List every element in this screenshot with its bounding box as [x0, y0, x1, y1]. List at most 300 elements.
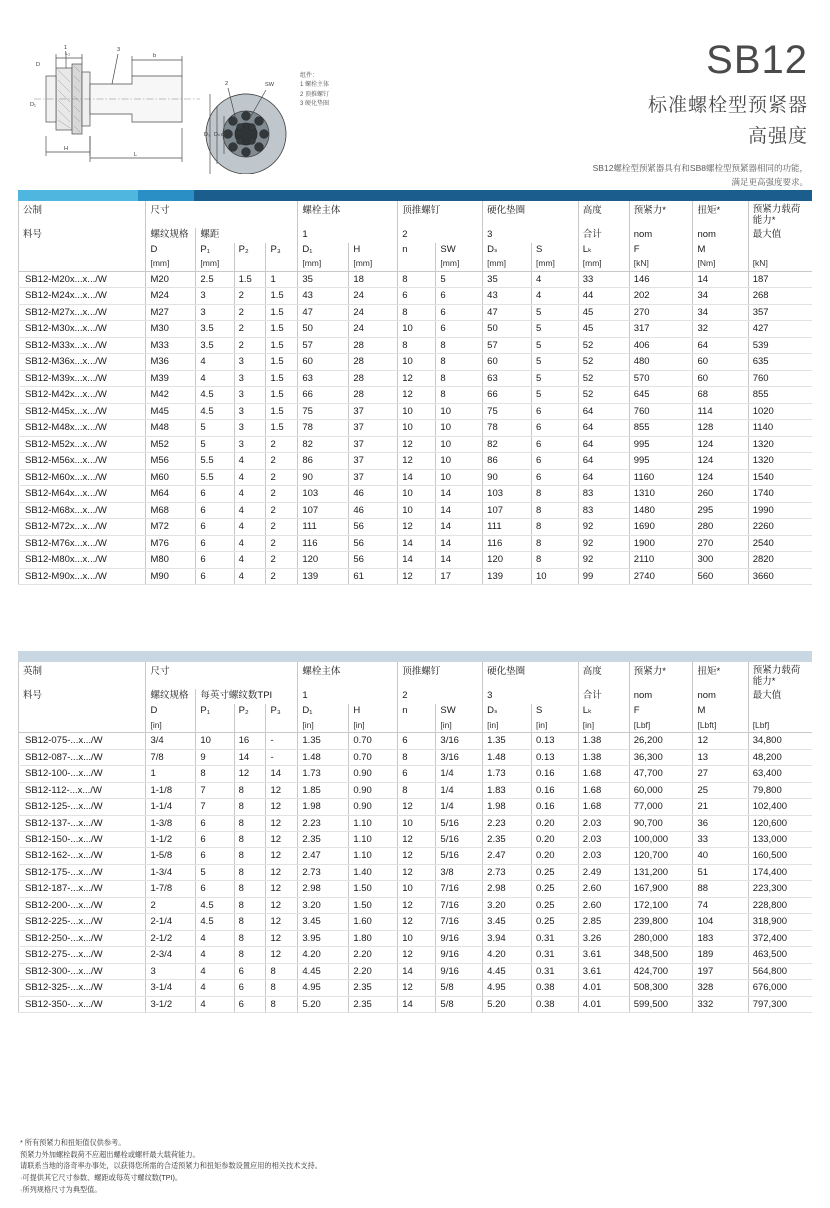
metric-cell-SW: 10	[436, 436, 483, 452]
imperial-cell-n: 8	[398, 782, 436, 798]
imperial-cell-P2: 8	[234, 815, 266, 831]
metric-cell-D1: 116	[298, 535, 349, 551]
imperial-cell-S: 0.16	[532, 766, 579, 782]
metric-unit-blank	[19, 257, 146, 271]
metric-unit-S: [mm]	[532, 257, 579, 271]
metric-sym-blank	[19, 243, 146, 258]
imperial-cell-F: 239,800	[629, 914, 693, 930]
imperial-cell-M: 21	[693, 799, 748, 815]
legend-item-3: 3 硬化垫圈	[300, 100, 330, 107]
metric-cell-n: 10	[398, 403, 436, 419]
imperial-cell-料号: SB12-137-...x.../W	[19, 815, 146, 831]
imperial-cell-M: 104	[693, 914, 748, 930]
metric-cell-S: 5	[532, 370, 579, 386]
callout-3: 3	[117, 47, 121, 53]
metric-cell-H: 28	[349, 354, 398, 370]
metric-cell-P2: 4	[234, 568, 266, 584]
metric-cell-P3: 1.5	[266, 321, 298, 337]
imperial-cell-SW: 3/8	[436, 864, 483, 880]
imperial-cell-M: 51	[693, 864, 748, 880]
imperial-cell-P3: 12	[266, 897, 298, 913]
imperial-unit-P2	[234, 719, 266, 733]
metric-unit-Lk: [mm]	[578, 257, 629, 271]
imperial-cell-H: 2.35	[349, 996, 398, 1012]
metric-cell-Ds: 57	[483, 337, 532, 353]
table-row	[19, 436, 813, 452]
metric-cell-n: 14	[398, 469, 436, 485]
imperial-cell-max: 102,400	[748, 799, 812, 815]
metric-cell-n: 14	[398, 535, 436, 551]
imperial-cell-D: 1-5/8	[146, 848, 196, 864]
metric-cell-料号: SB12-M27x...x.../W	[19, 304, 146, 320]
imperial-cell-D: 1-3/8	[146, 815, 196, 831]
metric-cell-SW: 10	[436, 403, 483, 419]
metric-cell-P2: 3	[234, 436, 266, 452]
imperial-cell-SW: 5/16	[436, 815, 483, 831]
imperial-cell-S: 0.25	[532, 914, 579, 930]
imperial-cell-H: 0.70	[349, 749, 398, 765]
table-row	[19, 403, 813, 419]
imperial-cell-Ds: 1.73	[483, 766, 532, 782]
imperial-cell-D1: 2.98	[298, 881, 349, 897]
metric-cell-D1: 90	[298, 469, 349, 485]
metric-cell-P3: 1.5	[266, 304, 298, 320]
metric-cell-P1: 3.5	[196, 321, 234, 337]
table-row	[19, 815, 813, 831]
metric-spec-table	[18, 201, 812, 585]
metric-cell-P1: 4	[196, 354, 234, 370]
metric-cell-S: 8	[532, 486, 579, 502]
imperial-table-color-band	[18, 651, 812, 662]
imperial-cell-F: 167,900	[629, 881, 693, 897]
metric-cell-F: 570	[629, 370, 693, 386]
imperial-cell-D: 2-1/4	[146, 914, 196, 930]
metric-cell-P3: 1.5	[266, 387, 298, 403]
imperial-cell-料号: SB12-275-...x.../W	[19, 947, 146, 963]
metric-cell-F: 480	[629, 354, 693, 370]
imperial-cell-P2: 8	[234, 947, 266, 963]
imperial-cell-M: 88	[693, 881, 748, 897]
metric-cell-max: 1140	[748, 420, 812, 436]
metric-cell-max: 855	[748, 387, 812, 403]
imperial-cell-M: 197	[693, 963, 748, 979]
metric-cell-n: 12	[398, 568, 436, 584]
imperial-cell-P2: 8	[234, 864, 266, 880]
imperial-unit-n	[398, 719, 436, 733]
metric-table-body	[19, 271, 813, 584]
imperial-cell-D: 1	[146, 766, 196, 782]
imperial-unit-F: [Lbf]	[629, 719, 693, 733]
imperial-cell-D1: 4.20	[298, 947, 349, 963]
imperial-cell-H: 1.80	[349, 930, 398, 946]
metric-cell-Lk: 64	[578, 469, 629, 485]
imperial-sym-n: n	[398, 704, 436, 719]
imperial-cell-M: 74	[693, 897, 748, 913]
metric-cell-Ds: 116	[483, 535, 532, 551]
imperial-cell-D: 1-1/4	[146, 799, 196, 815]
metric-cell-n: 10	[398, 354, 436, 370]
imperial-cell-D1: 2.23	[298, 815, 349, 831]
imperial-cell-P1: 10	[196, 733, 234, 749]
imperial-sym-D: D	[146, 704, 196, 719]
imperial-unit-blank	[19, 719, 146, 733]
metric-cell-SW: 14	[436, 519, 483, 535]
callout-1: 1	[64, 45, 68, 51]
table-row	[19, 486, 813, 502]
imperial-sym-H: H	[349, 704, 398, 719]
metric-cell-n: 10	[398, 321, 436, 337]
imperial-cell-n: 12	[398, 897, 436, 913]
imperial-unit-Lk: [in]	[578, 719, 629, 733]
imperial-cell-H: 1.50	[349, 897, 398, 913]
metric-cell-n: 12	[398, 387, 436, 403]
imperial-cell-S: 0.31	[532, 930, 579, 946]
imperial-cell-Ds: 3.20	[483, 897, 532, 913]
imperial-cell-SW: 5/16	[436, 848, 483, 864]
metric-cell-Ds: 111	[483, 519, 532, 535]
imperial-cell-M: 25	[693, 782, 748, 798]
imperial-cell-P1: 5	[196, 864, 234, 880]
metric-cell-P3: 2	[266, 486, 298, 502]
imperial-sym-blank	[19, 704, 146, 719]
metric-unit-M: [Nm]	[693, 257, 748, 271]
metric-cell-n: 12	[398, 519, 436, 535]
metric-cell-Lk: 45	[578, 321, 629, 337]
imperial-cell-料号: SB12-075-...x.../W	[19, 733, 146, 749]
imperial-cell-max: 79,800	[748, 782, 812, 798]
metric-sym-n: n	[398, 243, 436, 258]
metric-cell-料号: SB12-M36x...x.../W	[19, 354, 146, 370]
metric-sym-M: M	[693, 243, 748, 258]
metric-cell-H: 37	[349, 420, 398, 436]
imperial-cell-M: 332	[693, 996, 748, 1012]
imperial-cell-H: 0.90	[349, 766, 398, 782]
imperial-cell-D1: 2.35	[298, 831, 349, 847]
metric-hdr-group-boltbody: 螺栓主体	[298, 201, 398, 228]
metric-cell-SW: 17	[436, 568, 483, 584]
metric-cell-Ds: 86	[483, 453, 532, 469]
imperial-cell-料号: SB12-350-...x.../W	[19, 996, 146, 1012]
imperial-cell-Lk: 2.03	[578, 815, 629, 831]
imperial-sym-P1: P₁	[196, 704, 234, 719]
imperial-cell-H: 2.20	[349, 947, 398, 963]
imperial-cell-max: 160,500	[748, 848, 812, 864]
metric-cell-P3: 2	[266, 568, 298, 584]
imperial-hdr-num-1: 1	[298, 689, 398, 704]
imperial-cell-料号: SB12-150-...x.../W	[19, 831, 146, 847]
imperial-cell-max: 133,000	[748, 831, 812, 847]
metric-cell-F: 1310	[629, 486, 693, 502]
metric-sym-Ds: Dₛ	[483, 243, 532, 258]
metric-cell-D: M45	[146, 403, 196, 419]
imperial-cell-Ds: 2.35	[483, 831, 532, 847]
imperial-cell-P2: 8	[234, 799, 266, 815]
metric-sym-SW: SW	[436, 243, 483, 258]
imperial-sym-Lk: Lₖ	[578, 704, 629, 719]
metric-cell-S: 5	[532, 304, 579, 320]
metric-hdr-pitch: 螺距	[196, 228, 298, 243]
metric-cell-D: M30	[146, 321, 196, 337]
metric-cell-P3: 2	[266, 436, 298, 452]
metric-cell-P3: 1.5	[266, 403, 298, 419]
metric-cell-料号: SB12-M56x...x.../W	[19, 453, 146, 469]
metric-cell-S: 6	[532, 420, 579, 436]
dim-label-SW: SW	[265, 82, 275, 88]
imperial-cell-P1: 6	[196, 831, 234, 847]
imperial-cell-H: 2.35	[349, 980, 398, 996]
metric-cell-P3: 1.5	[266, 354, 298, 370]
metric-cell-max: 2540	[748, 535, 812, 551]
imperial-hdr-group-force: 预紧力*	[629, 662, 693, 689]
imperial-cell-D: 1-1/8	[146, 782, 196, 798]
metric-hdr-group-height: 高度	[578, 201, 629, 228]
metric-cell-P1: 5	[196, 436, 234, 452]
metric-cell-D1: 82	[298, 436, 349, 452]
table-row	[19, 881, 813, 897]
imperial-cell-D: 3-1/4	[146, 980, 196, 996]
imperial-cell-Lk: 2.60	[578, 897, 629, 913]
metric-cell-P2: 3	[234, 354, 266, 370]
imperial-cell-P3: 12	[266, 914, 298, 930]
metric-cell-P3: 1	[266, 271, 298, 287]
metric-cell-M: 14	[693, 271, 748, 287]
imperial-cell-料号: SB12-250-...x.../W	[19, 930, 146, 946]
imperial-cell-n: 12	[398, 831, 436, 847]
table-row	[19, 370, 813, 386]
imperial-cell-D: 1-3/4	[146, 864, 196, 880]
metric-cell-SW: 8	[436, 354, 483, 370]
imperial-cell-M: 13	[693, 749, 748, 765]
metric-cell-M: 124	[693, 469, 748, 485]
imperial-hdr-group-torque: 扭矩*	[693, 662, 748, 689]
metric-cell-D1: 107	[298, 502, 349, 518]
metric-cell-H: 37	[349, 453, 398, 469]
metric-cell-Lk: 52	[578, 370, 629, 386]
imperial-cell-Ds: 3.45	[483, 914, 532, 930]
imperial-cell-H: 1.40	[349, 864, 398, 880]
metric-sym-P3: P₃	[266, 243, 298, 258]
metric-hdr-group-pushscrew: 顶推螺钉	[398, 201, 483, 228]
metric-cell-P3: 1.5	[266, 420, 298, 436]
imperial-cell-Ds: 3.94	[483, 930, 532, 946]
imperial-cell-料号: SB12-112-...x.../W	[19, 782, 146, 798]
imperial-cell-P2: 8	[234, 881, 266, 897]
metric-cell-H: 28	[349, 387, 398, 403]
metric-unit-H: [mm]	[349, 257, 398, 271]
band-segment-1	[18, 190, 138, 201]
metric-cell-F: 270	[629, 304, 693, 320]
metric-cell-SW: 14	[436, 552, 483, 568]
metric-cell-P3: 1.5	[266, 370, 298, 386]
page-description-line-1: SB12螺栓型预紧器具有和SB8螺栓型预紧器相同的功能，	[592, 163, 808, 173]
metric-hdr-group-size: 尺寸	[146, 201, 298, 228]
metric-cell-D1: 66	[298, 387, 349, 403]
imperial-cell-S: 0.25	[532, 881, 579, 897]
imperial-cell-Ds: 1.35	[483, 733, 532, 749]
metric-cell-Lk: 64	[578, 403, 629, 419]
imperial-cell-P1: 6	[196, 848, 234, 864]
imperial-unit-Ds: [in]	[483, 719, 532, 733]
imperial-cell-料号: SB12-100-...x.../W	[19, 766, 146, 782]
metric-hdr-num-1: 1	[298, 228, 398, 243]
imperial-spec-table	[18, 662, 812, 1013]
imperial-hdr-group-boltbody: 螺栓主体	[298, 662, 398, 689]
imperial-unit-S: [in]	[532, 719, 579, 733]
metric-cell-Ds: 120	[483, 552, 532, 568]
metric-cell-F: 645	[629, 387, 693, 403]
metric-cell-D: M90	[146, 568, 196, 584]
callout-2: 2	[225, 81, 229, 87]
metric-cell-D: M52	[146, 436, 196, 452]
imperial-cell-SW: 7/16	[436, 881, 483, 897]
imperial-unit-max: [Lbf]	[748, 719, 812, 733]
metric-cell-P2: 1.5	[234, 271, 266, 287]
imperial-cell-F: 60,000	[629, 782, 693, 798]
imperial-sym-S: S	[532, 704, 579, 719]
metric-cell-max: 2820	[748, 552, 812, 568]
imperial-cell-P2: 6	[234, 980, 266, 996]
imperial-cell-D1: 2.73	[298, 864, 349, 880]
imperial-cell-Ds: 1.98	[483, 799, 532, 815]
imperial-hdr-group-washer: 硬化垫圈	[483, 662, 579, 689]
metric-cell-Lk: 52	[578, 337, 629, 353]
imperial-cell-SW: 5/8	[436, 980, 483, 996]
metric-cell-P1: 6	[196, 552, 234, 568]
metric-cell-F: 995	[629, 436, 693, 452]
metric-cell-SW: 5	[436, 271, 483, 287]
metric-unit-D1: [mm]	[298, 257, 349, 271]
imperial-cell-SW: 7/16	[436, 914, 483, 930]
metric-cell-n: 14	[398, 552, 436, 568]
table-row	[19, 271, 813, 287]
metric-cell-料号: SB12-M76x...x.../W	[19, 535, 146, 551]
metric-cell-n: 8	[398, 304, 436, 320]
metric-cell-n: 12	[398, 453, 436, 469]
imperial-cell-料号: SB12-162-...x.../W	[19, 848, 146, 864]
metric-cell-料号: SB12-M20x...x.../W	[19, 271, 146, 287]
imperial-cell-Lk: 1.68	[578, 799, 629, 815]
imperial-hdr-group-capacity: 预紧力载荷能力*	[748, 662, 812, 689]
imperial-sym-Ds: Dₛ	[483, 704, 532, 719]
metric-cell-S: 5	[532, 337, 579, 353]
metric-cell-max: 187	[748, 271, 812, 287]
metric-cell-H: 56	[349, 519, 398, 535]
imperial-cell-S: 0.25	[532, 864, 579, 880]
imperial-cell-D1: 2.47	[298, 848, 349, 864]
metric-cell-Lk: 33	[578, 271, 629, 287]
metric-cell-P1: 6	[196, 519, 234, 535]
imperial-cell-P1: 8	[196, 766, 234, 782]
metric-cell-Ds: 66	[483, 387, 532, 403]
imperial-cell-Lk: 1.68	[578, 782, 629, 798]
metric-cell-P1: 5.5	[196, 469, 234, 485]
imperial-cell-D: 2-3/4	[146, 947, 196, 963]
metric-cell-n: 8	[398, 271, 436, 287]
imperial-cell-P2: 8	[234, 848, 266, 864]
metric-cell-P3: 2	[266, 552, 298, 568]
metric-cell-D: M80	[146, 552, 196, 568]
imperial-cell-F: 280,000	[629, 930, 693, 946]
metric-cell-P2: 4	[234, 469, 266, 485]
metric-cell-Ds: 82	[483, 436, 532, 452]
metric-cell-H: 28	[349, 337, 398, 353]
table-row	[19, 749, 813, 765]
imperial-cell-P2: 6	[234, 996, 266, 1012]
table-row	[19, 337, 813, 353]
metric-cell-D1: 120	[298, 552, 349, 568]
imperial-cell-P3: 12	[266, 864, 298, 880]
metric-cell-F: 146	[629, 271, 693, 287]
metric-cell-D1: 111	[298, 519, 349, 535]
metric-cell-n: 8	[398, 337, 436, 353]
imperial-cell-S: 0.20	[532, 848, 579, 864]
metric-cell-Ds: 60	[483, 354, 532, 370]
imperial-cell-Lk: 2.03	[578, 848, 629, 864]
imperial-cell-max: 228,800	[748, 897, 812, 913]
page-title: SB12	[706, 38, 808, 82]
metric-hdr-group-force: 预紧力*	[629, 201, 693, 228]
imperial-cell-D1: 4.45	[298, 963, 349, 979]
imperial-cell-S: 0.25	[532, 897, 579, 913]
table-row	[19, 831, 813, 847]
imperial-sym-M: M	[693, 704, 748, 719]
metric-unit-n	[398, 257, 436, 271]
imperial-cell-F: 36,300	[629, 749, 693, 765]
metric-cell-P3: 1.5	[266, 337, 298, 353]
metric-cell-M: 270	[693, 535, 748, 551]
imperial-cell-max: 676,000	[748, 980, 812, 996]
imperial-cell-H: 1.10	[349, 831, 398, 847]
imperial-cell-D1: 1.73	[298, 766, 349, 782]
page-header	[0, 0, 830, 190]
metric-cell-Lk: 64	[578, 420, 629, 436]
metric-cell-max: 357	[748, 304, 812, 320]
imperial-cell-D: 1-1/2	[146, 831, 196, 847]
metric-cell-S: 5	[532, 354, 579, 370]
imperial-hdr-group-size: 尺寸	[146, 662, 298, 689]
metric-cell-Lk: 92	[578, 552, 629, 568]
imperial-cell-P1: 4	[196, 947, 234, 963]
metric-cell-P2: 3	[234, 403, 266, 419]
table-row	[19, 799, 813, 815]
metric-hdr-nom-m: nom	[693, 228, 748, 243]
imperial-cell-D: 3/4	[146, 733, 196, 749]
imperial-cell-P3: 12	[266, 815, 298, 831]
metric-cell-D1: 50	[298, 321, 349, 337]
metric-cell-P1: 4	[196, 370, 234, 386]
imperial-cell-F: 26,200	[629, 733, 693, 749]
metric-cell-H: 28	[349, 370, 398, 386]
metric-hdr-threadspec: 螺纹规格	[146, 228, 196, 243]
imperial-cell-max: 463,500	[748, 947, 812, 963]
metric-unit-max: [kN]	[748, 257, 812, 271]
imperial-cell-P2: 12	[234, 766, 266, 782]
imperial-cell-Ds: 2.98	[483, 881, 532, 897]
imperial-cell-Lk: 1.38	[578, 733, 629, 749]
imperial-cell-SW: 5/16	[436, 831, 483, 847]
imperial-cell-S: 0.31	[532, 963, 579, 979]
imperial-cell-n: 12	[398, 947, 436, 963]
metric-cell-Ds: 75	[483, 403, 532, 419]
imperial-cell-D1: 1.48	[298, 749, 349, 765]
metric-cell-P1: 6	[196, 486, 234, 502]
metric-cell-P1: 6	[196, 535, 234, 551]
imperial-unit-P3	[266, 719, 298, 733]
imperial-cell-max: 223,300	[748, 881, 812, 897]
imperial-cell-max: 564,800	[748, 963, 812, 979]
metric-cell-料号: SB12-M48x...x.../W	[19, 420, 146, 436]
metric-cell-Ds: 139	[483, 568, 532, 584]
